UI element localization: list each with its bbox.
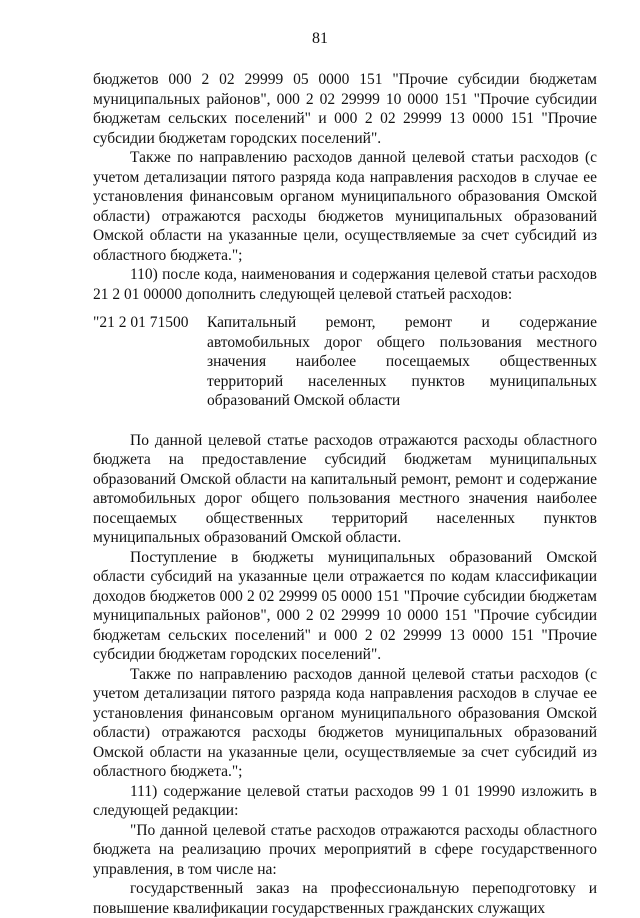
- paragraph-new-wording: "По данной целевой статье расходов отражаются расходы областного бюджета на реализацию прочих мероприятий в сфере государственного управления, в том числе на:: [93, 821, 597, 878]
- paragraph-state-order: государственный заказ на профессиональную переподготовку и повышение квалификации государственных гражданских служащих: [93, 880, 597, 917]
- paragraph-revenue-codes: Поступление в бюджеты муниципальных образований Омской области субсидий на указанные цели отражается по кодам классификации доходов бюджетов 000 2 02 29999 05 0000 151 "Прочие субсидии бюджетам муниципальных районов", 000 2 02 29999 10 0000 151 "Прочие субсидии бюджетам сельских поселений" и 000 2 02 29999 13 0000 151 "Прочие субсидии бюджетам городских поселений".: [93, 548, 597, 663]
- document-body: [93, 70, 597, 918]
- target-article-entry: [93, 313, 597, 411]
- paragraph-continuation: бюджетов 000 2 02 29999 05 0000 151 "Прочие субсидии бюджетам муниципальных районов", 000 2 02 29999 10 0000 151 "Прочие субсидии бюджетам сельских поселений" и 000 2 02 29999 13 0000 151 "Прочие субсидии бюджетам городских поселений".: [93, 71, 597, 147]
- paragraph-expenses-note: Также по направлению расходов данной целевой статьи расходов (с учетом детализации пятого разряда кода направления расходов в случае ее установления финансовым органом муниципального образования Омской области) отражаются расходы бюджетов муниципальных образований Омской области на указанные цели, осуществляемые за счет субсидий из областного бюджета.";: [93, 149, 597, 264]
- target-article-description: Капитальный ремонт, ремонт и содержание автомобильных дорог общего пользования местного значения наиболее посещаемых общественных территорий населенных пунктов муниципальных образований Омской области: [207, 314, 597, 409]
- target-article-code: "21 2 01 71500: [93, 314, 189, 331]
- paragraph-article-expenses: По данной целевой статье расходов отражаются расходы областного бюджета на предоставление субсидий бюджетам муниципальных образований Омской области на капитальный ремонт, ремонт и содержание автомобильных дорог общего пользования местного значения наиболее посещаемых общественных территорий населенных пунктов муниципальных образований Омской области.: [93, 431, 597, 546]
- paragraph-expenses-note-2: Также по направлению расходов данной целевой статьи расходов (с учетом детализации пятого разряда кода направления расходов в случае ее установления финансовым органом муниципального образования Омской области) отражаются расходы бюджетов муниципальных образований Омской области на указанные цели, осуществляемые за счет субсидий из областного бюджета.";: [93, 665, 597, 780]
- page-number: 81: [312, 30, 328, 47]
- paragraph-item-110: 110) после кода, наименования и содержания целевой статьи расходов 21 2 01 00000 дополнить следующей целевой статьей расходов:: [93, 266, 597, 303]
- paragraph-item-111: 111) содержание целевой статьи расходов 99 1 01 19990 изложить в следующей редакции:: [93, 782, 597, 819]
